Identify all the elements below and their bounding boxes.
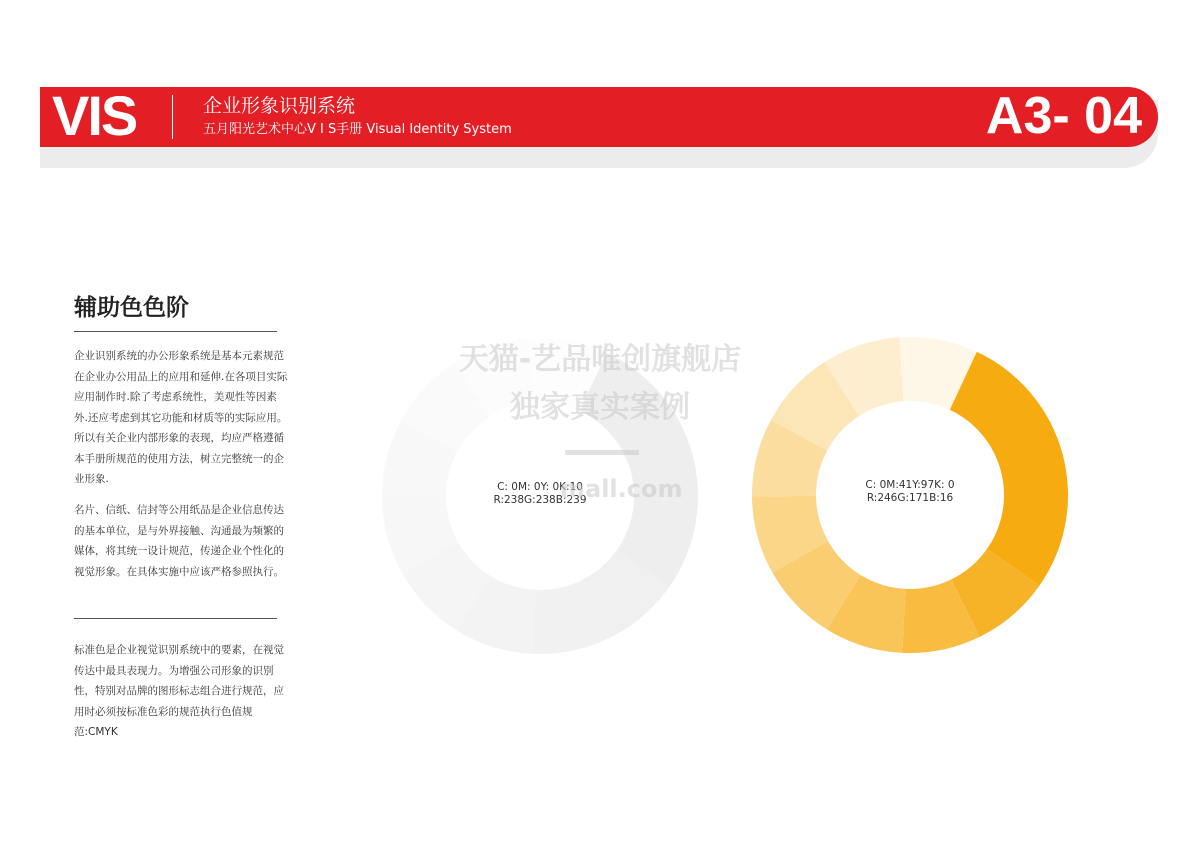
paragraph-rule — [74, 618, 277, 619]
gray-cmyk: C: 0M: 0Y: 0K:10 — [497, 481, 583, 493]
yellow-cmyk: C: 0M:41Y:97K: 0 — [865, 479, 955, 491]
paragraph-2: 名片、信纸、信封等公用纸品是企业信息传达的基本单位，是与外界接触、沟通最为频繁的媒体，将其统一设计规范，传递企业个性化的视觉形象。在具体实施中应该严格参照执行。 — [74, 504, 284, 578]
page-code: A3- 04 — [985, 87, 1142, 145]
header-title: 企业形象识别系统 — [203, 95, 356, 117]
vis-logo: VIS — [52, 84, 137, 147]
watermark-rule — [565, 450, 639, 455]
yellow-swatch-values — [850, 479, 970, 505]
paragraph-3: 标准色是企业视觉识别系统中的要素，在视觉传达中最具表现力。为增强公司形象的识别性，特别对品牌的图形标志组合进行规范，应用时必须按标准色彩的规范执行色值规范:CMYK — [74, 644, 284, 738]
title-rule — [74, 331, 277, 332]
gray-rgb: R:238G:238B:239 — [493, 494, 587, 506]
watermark-line-2: 独家真实案例 — [510, 390, 690, 425]
watermark-line-1: 天猫-艺品唯创旗舰店 — [458, 342, 742, 377]
paragraph-1: 企业识别系统的办公形象系统是基本元素规范在企业办公用品上的应用和延伸.在各项目实际应用制作时.除了考虑系统性，美观性等因素外.还应考虑到其它功能和材质等的实际应用。所以有关企业内部形象的表现，均应严格遵循本手册所规范的使用方法，树立完整统一的企业形象. — [74, 350, 288, 485]
header-divider — [172, 95, 173, 139]
section-title: 辅助色色阶 — [74, 295, 189, 321]
watermark-line-3: mall.com — [560, 475, 683, 503]
tint-segment-1 — [950, 352, 1068, 586]
header-subtitle: 五月阳光艺术中心V I S手册 Visual Identity System — [203, 122, 512, 137]
yellow-rgb: R:246G:171B:16 — [866, 492, 954, 504]
